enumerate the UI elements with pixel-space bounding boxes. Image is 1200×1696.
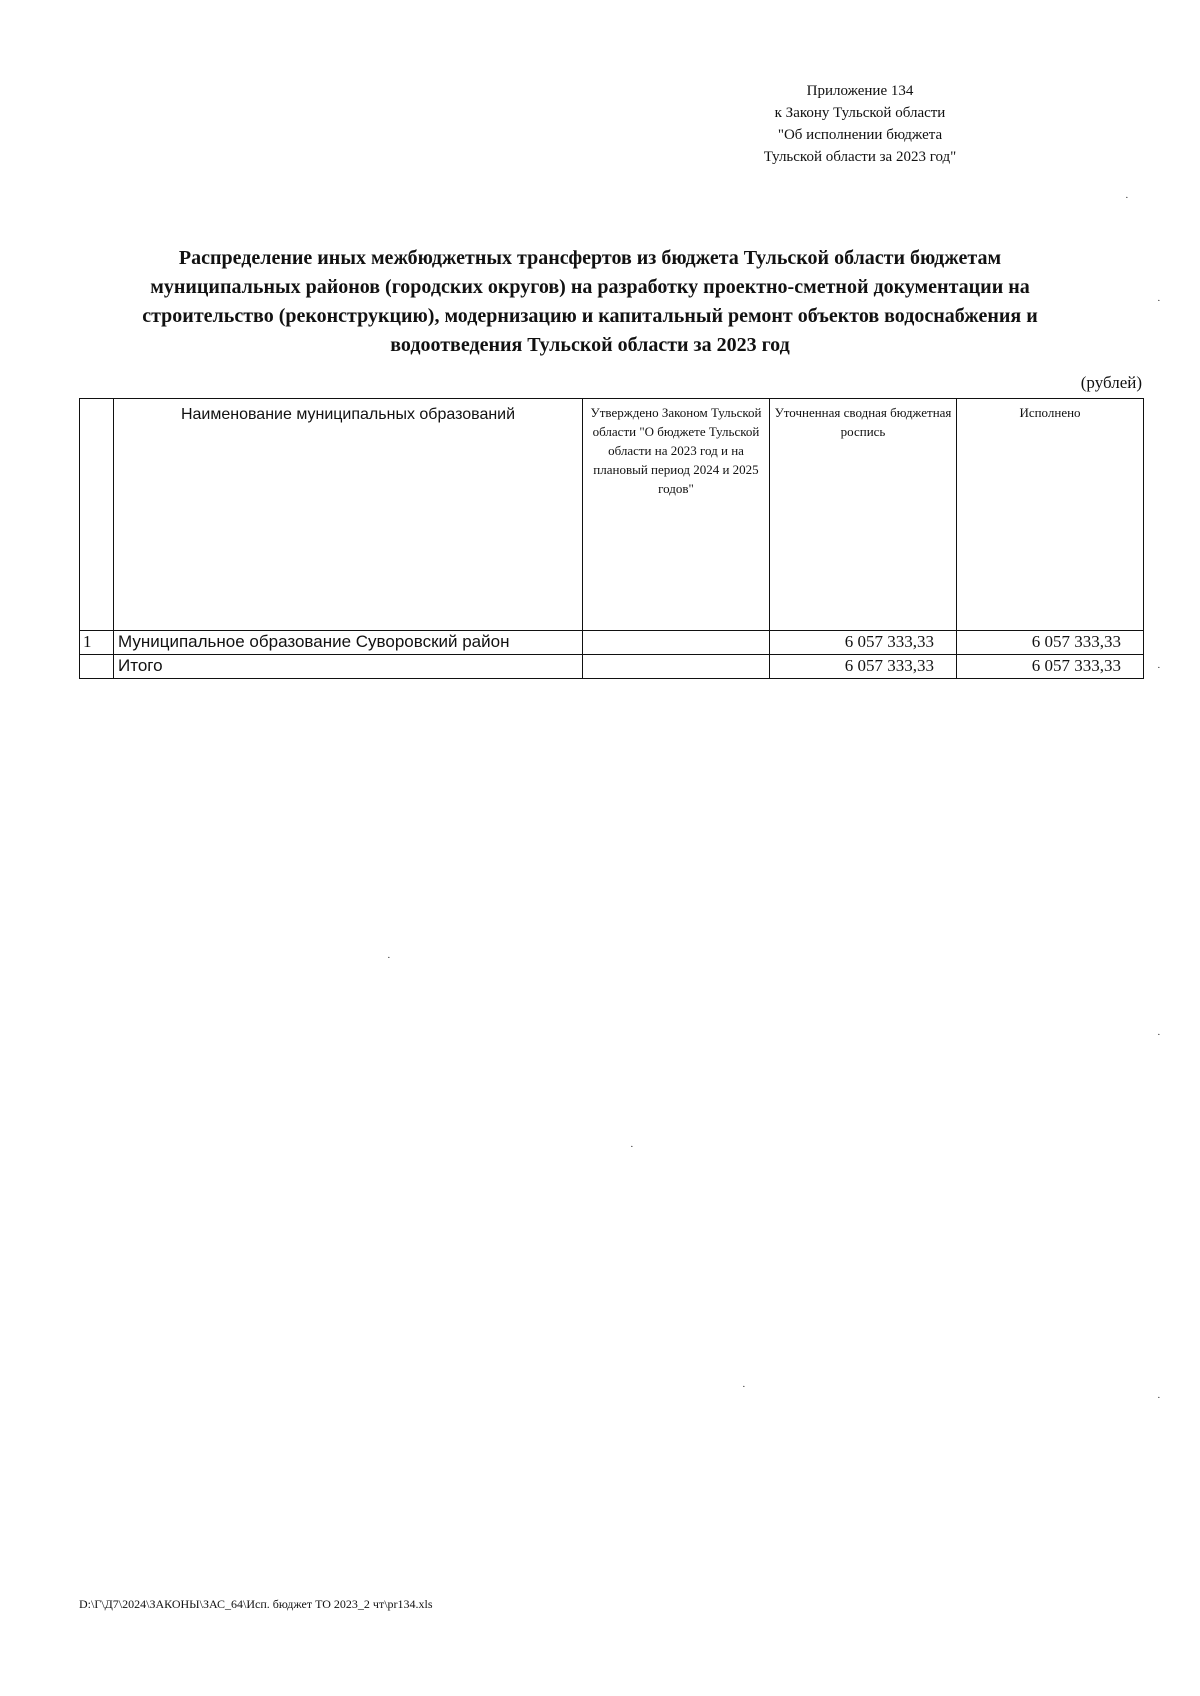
- file-path-footer: D:\Г\Д7\2024\ЗАКОНЫ\ЗАС_64\Исп. бюджет ТО 2023_2 чт\pr134.xls: [79, 1597, 433, 1611]
- header-approved: Утверждено Законом Тульской области "О бюджете Тульской области на 2023 год и на плановый период 2024 и 2025 годов": [583, 399, 770, 631]
- row-refined: 6 057 333,33: [770, 631, 957, 655]
- table-total-row: [80, 655, 1144, 679]
- budget-table: [79, 398, 1144, 679]
- header-refined: Уточненная сводная бюджетная роспись: [770, 399, 957, 631]
- header-executed: Исполнено: [957, 399, 1144, 631]
- appendix-line: "Об исполнении бюджета: [777, 127, 943, 143]
- document-title: [70, 244, 1110, 360]
- appendix-line: Тульской области за 2023 год": [763, 149, 957, 165]
- title-line: водоотведения Тульской области за 2023 год: [390, 334, 790, 356]
- scan-speck: ·: [1157, 295, 1161, 307]
- scan-speck: ·: [1157, 1029, 1161, 1041]
- scan-speck: ·: [742, 1381, 746, 1393]
- scan-speck: ·: [387, 952, 391, 964]
- header-name: Наименование муниципальных образований: [114, 399, 583, 631]
- scan-speck: ·: [1157, 1392, 1161, 1404]
- scan-speck: ·: [630, 1141, 634, 1153]
- row-approved: [583, 631, 770, 655]
- appendix-reference: [700, 80, 1020, 168]
- units-label: (рублей): [1080, 373, 1142, 392]
- header-index: [80, 399, 114, 631]
- total-name: Итого: [114, 655, 583, 679]
- total-refined: 6 057 333,33: [770, 655, 957, 679]
- scan-speck: ·: [1125, 192, 1129, 204]
- row-executed: 6 057 333,33: [957, 631, 1144, 655]
- row-index: 1: [80, 631, 114, 655]
- total-executed: 6 057 333,33: [957, 655, 1144, 679]
- title-line: Распределение иных межбюджетных трансфертов из бюджета Тульской области бюджетам: [178, 247, 1002, 269]
- total-index: [80, 655, 114, 679]
- table-row: [80, 631, 1144, 655]
- appendix-line: к Закону Тульской области: [774, 105, 946, 121]
- scan-speck: ·: [1157, 662, 1161, 674]
- appendix-line: Приложение 134: [806, 83, 914, 99]
- table-header-row: [80, 399, 1144, 631]
- row-name: Муниципальное образование Суворовский район: [114, 631, 583, 655]
- total-approved: [583, 655, 770, 679]
- title-line: строительство (реконструкцию), модернизацию и капитальный ремонт объектов водоснабжения и: [142, 305, 1038, 327]
- title-line: муниципальных районов (городских округов) на разработку проектно-сметной документации на: [150, 276, 1030, 298]
